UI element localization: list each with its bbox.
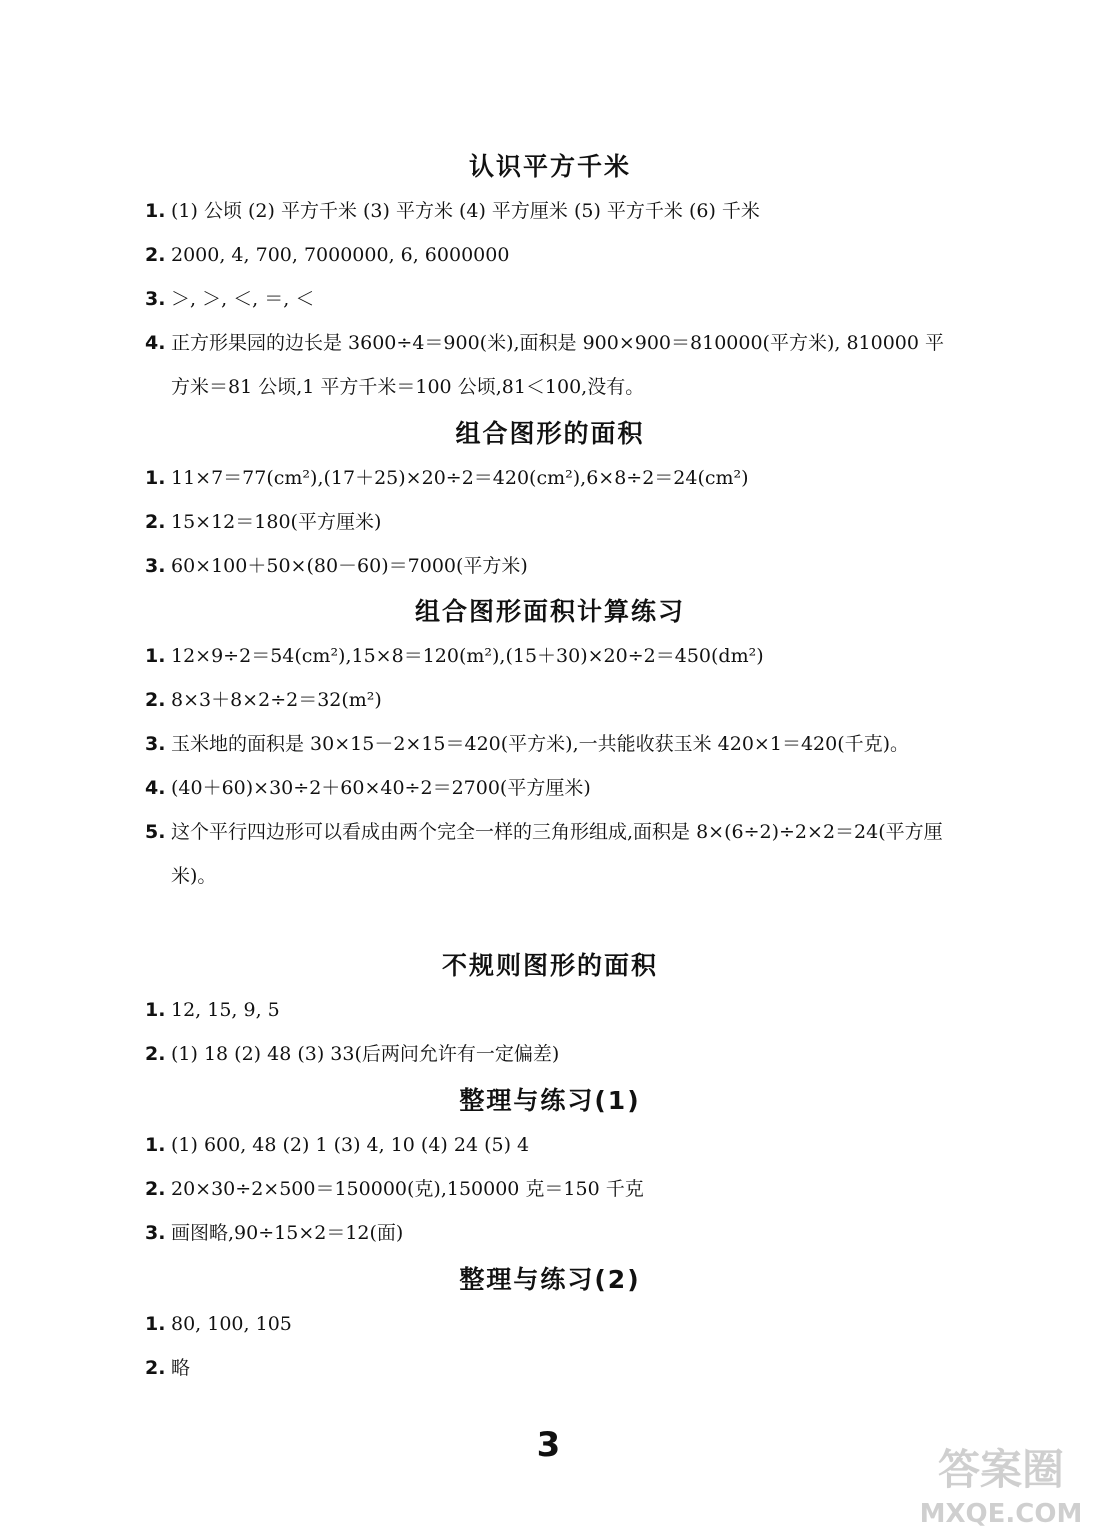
section-6 (145, 1258, 955, 1390)
answer-item (145, 634, 955, 678)
item-text: 这个平行四边形可以看成由两个完全一样的三角形组成,面积是 8×(6÷2)÷2×2＝24(平方厘米)。 (171, 821, 943, 887)
item-text: (1) 18 (2) 48 (3) 33(后两问允许有一定偏差) (171, 1043, 560, 1065)
item-text: 12×9÷2＝54(cm²),15×8＝120(m²),(15＋30)×20÷2＝450(dm²) (171, 645, 764, 667)
item-text: 12, 15, 9, 5 (171, 999, 280, 1021)
item-number: 1. (145, 999, 166, 1021)
section-title: 不规则图形的面积 (441, 951, 658, 980)
section-2 (145, 412, 955, 588)
section-title: 整理与练习(2) (459, 1265, 641, 1294)
answer-item (145, 277, 955, 321)
item-text: 11×7＝77(cm²),(17＋25)×20÷2＝420(cm²),6×8÷2＝24(cm²) (171, 467, 749, 489)
section-5 (145, 1079, 955, 1255)
answer-item (145, 233, 955, 277)
section-title: 组合图形面积计算练习 (414, 597, 685, 626)
answer-item (145, 766, 955, 810)
answer-item (145, 678, 955, 722)
item-text: 15×12＝180(平方厘米) (171, 511, 382, 533)
item-number: 1. (145, 467, 166, 489)
item-text: (40＋60)×30÷2＋60×40÷2＝2700(平方厘米) (171, 777, 591, 799)
watermark-logo (911, 1432, 1091, 1532)
item-number: 2. (145, 1178, 166, 1200)
item-number: 2. (145, 689, 166, 711)
item-text: 2000, 4, 700, 7000000, 6, 6000000 (171, 244, 510, 266)
item-text: 80, 100, 105 (171, 1313, 292, 1335)
answer-item (145, 544, 955, 588)
watermark-text-en: MXQE.COM (919, 1499, 1083, 1529)
item-number: 4. (145, 777, 166, 799)
item-number: 2. (145, 1043, 166, 1065)
item-text: 玉米地的面积是 30×15－2×15＝420(平方米),一共能收获玉米 420×1＝420(千克)。 (171, 733, 910, 755)
item-number: 3. (145, 1222, 166, 1244)
answer-item (145, 722, 955, 766)
section-title: 认识平方千米 (468, 152, 631, 181)
section-title: 整理与练习(1) (459, 1086, 641, 1115)
answer-item (145, 189, 955, 233)
item-number: 2. (145, 1357, 166, 1379)
section-title: 组合图形的面积 (455, 419, 645, 448)
item-number: 1. (145, 1313, 166, 1335)
item-number: 1. (145, 1134, 166, 1156)
answer-item (145, 1302, 955, 1346)
item-number: 5. (145, 821, 166, 843)
item-text: 8×3＋8×2÷2＝32(m²) (171, 689, 382, 711)
item-text: ＞, ＞, ＜, ＝, ＜ (171, 288, 315, 310)
item-number: 2. (145, 511, 166, 533)
item-number: 3. (145, 555, 166, 577)
answer-item (145, 1123, 955, 1167)
answer-item (145, 1032, 955, 1076)
answer-item (145, 500, 955, 544)
item-text: 20×30÷2×500＝150000(克),150000 克＝150 千克 (171, 1178, 644, 1200)
item-text: (1) 600, 48 (2) 1 (3) 4, 10 (4) 24 (5) 4 (171, 1134, 530, 1156)
watermark-text-cn: 答案圈 (937, 1445, 1065, 1494)
answer-item (145, 321, 955, 409)
item-text: (1) 公顷 (2) 平方千米 (3) 平方米 (4) 平方厘米 (5) 平方千米 (6) 千米 (171, 200, 760, 222)
item-number: 1. (145, 200, 166, 222)
item-number: 4. (145, 332, 166, 354)
answer-item (145, 1211, 955, 1255)
item-number: 1. (145, 645, 166, 667)
item-text: 略 (171, 1357, 191, 1379)
item-number: 3. (145, 733, 166, 755)
item-number: 3. (145, 288, 166, 310)
section-3 (145, 590, 955, 898)
answer-item (145, 810, 955, 898)
answer-item (145, 1167, 955, 1211)
answer-item (145, 988, 955, 1032)
section-1 (145, 145, 955, 409)
item-text: 正方形果园的边长是 3600÷4＝900(米),面积是 900×900＝810000(平方米), 810000 平方米＝81 公顷,1 平方千米＝100 公顷,81＜100,没有。 (171, 332, 945, 398)
item-text: 画图略,90÷15×2＝12(面) (171, 1222, 404, 1244)
item-text: 60×100＋50×(80－60)＝7000(平方米) (171, 555, 528, 577)
answer-item (145, 456, 955, 500)
answer-item (145, 1346, 955, 1390)
item-number: 2. (145, 244, 166, 266)
section-4 (145, 944, 955, 1076)
page-number: 3 (536, 1425, 561, 1465)
